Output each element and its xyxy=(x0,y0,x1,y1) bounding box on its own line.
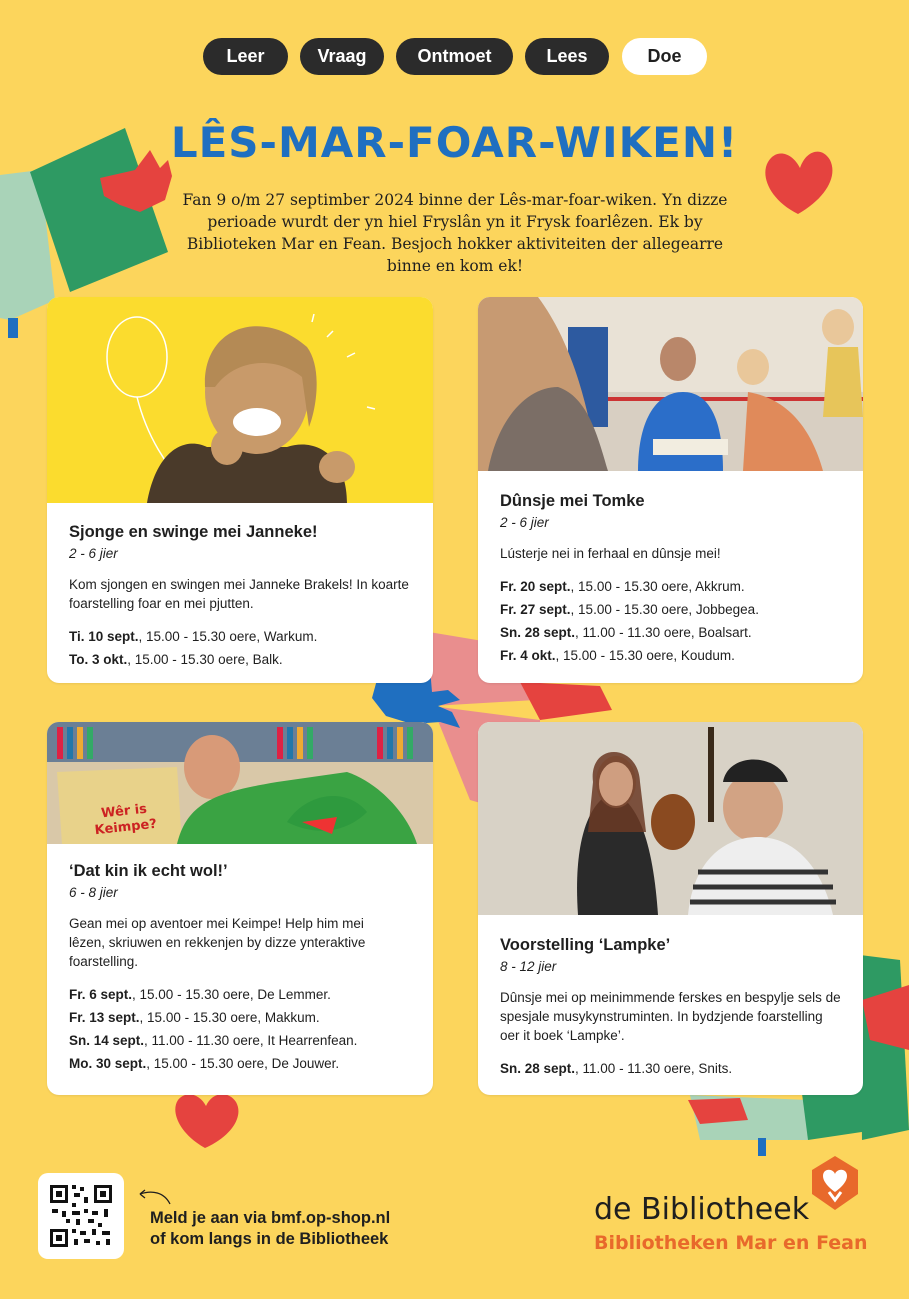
signup-line-2: of kom langs in de Bibliotheek xyxy=(150,1230,389,1248)
brand-subtitle: Bibliotheken Mar en Fean xyxy=(594,1232,868,1254)
event-date: Fr. 20 sept., 15.00 - 15.30 oere, Akkrum. xyxy=(500,579,745,594)
card-description: Gean mei op aventoer mei Keimpe! Help him mei lêzen, skriuwen en rekkenjen by dizze ynteraktive foarstelling. xyxy=(69,916,366,969)
nav-pill-lees[interactable]: Lees xyxy=(525,38,609,75)
card-age: 6 - 8 jier xyxy=(69,885,118,900)
card-title: Voorstelling ‘Lampke’ xyxy=(500,936,671,954)
event-date: Sn. 14 sept., 11.00 - 11.30 oere, It Hearrenfean. xyxy=(69,1033,358,1048)
card-title: Sjonge en swinge mei Janneke! xyxy=(69,523,318,541)
card-age: 2 - 6 jier xyxy=(500,515,549,530)
bibliotheek-logo-icon xyxy=(808,1154,862,1212)
card-title: Dûnsje mei Tomke xyxy=(500,492,645,510)
event-date: Fr. 13 sept., 15.00 - 15.30 oere, Makkum. xyxy=(69,1010,320,1025)
brand-name: de Bibliotheek xyxy=(594,1192,810,1227)
event-date: To. 3 okt., 15.00 - 15.30 oere, Balk. xyxy=(69,652,283,667)
nav-pill-vraag[interactable]: Vraag xyxy=(300,38,384,75)
card-age: 8 - 12 jier xyxy=(500,959,557,974)
event-date: Sn. 28 sept., 11.00 - 11.30 oere, Snits. xyxy=(500,1061,733,1076)
card-description: Lústerje nei in ferhaal en dûnsje mei! xyxy=(500,546,721,561)
qr-code-pattern xyxy=(38,1173,124,1259)
signup-line-1: Meld je aan via bmf.op-shop.nl xyxy=(150,1209,391,1227)
event-date: Ti. 10 sept., 15.00 - 15.30 oere, Warkum. xyxy=(69,629,318,644)
arrow-icon xyxy=(134,1186,174,1208)
event-date: Fr. 27 sept., 15.00 - 15.30 oere, Jobbegea. xyxy=(500,602,759,617)
card-description: Dûnsje mei op meinimmende ferskes en bespylje sels de spesjale musykynstruminten. In bydzjende foarstelling oer it boek ‘Lampke’. xyxy=(500,990,841,1043)
card-title: ‘Dat kin ik echt wol!’ xyxy=(69,862,228,880)
event-card-lampke xyxy=(478,722,863,1095)
card-age: 2 - 6 jier xyxy=(69,546,118,561)
event-card-keimpe xyxy=(47,722,433,1095)
topic-navigation xyxy=(0,38,909,76)
card-body xyxy=(69,523,415,673)
qr-code[interactable] xyxy=(38,1173,124,1259)
card-description: Kom sjongen en swingen mei Janneke Brakels! In koarte foarstelling foar en mei pjutten. xyxy=(69,577,409,611)
event-date: Fr. 4 okt., 15.00 - 15.30 oere, Koudum. xyxy=(500,648,735,663)
card-body xyxy=(69,862,415,1077)
photo-tomke xyxy=(478,297,863,471)
event-card-tomke xyxy=(478,297,863,683)
nav-pill-doe[interactable]: Doe xyxy=(622,38,707,75)
photo-janneke xyxy=(47,297,433,503)
page-title: LÊS-MAR-FOAR-WIKEN! xyxy=(170,118,739,167)
photo-lampke xyxy=(478,722,863,915)
book-cover-title: Wêr is Keimpe? xyxy=(93,801,158,839)
event-date: Sn. 28 sept., 11.00 - 11.30 oere, Boalsart. xyxy=(500,625,752,640)
card-body xyxy=(500,936,845,1082)
event-date: Mo. 30 sept., 15.00 - 15.30 oere, De Jouwer. xyxy=(69,1056,340,1071)
card-body xyxy=(500,492,845,669)
nav-pill-leer[interactable]: Leer xyxy=(203,38,288,75)
intro-text: Fan 9 o/m 27 septimber 2024 binne der Lês-mar-foar-wiken. Yn dizze perioade wurdt der yn hiel Fryslân yn it Frysk foarlêzen. Ek by Biblioteken Mar en Fean. Besjoch hokker aktiviteiten der allegearre binne en kom ek! xyxy=(182,191,728,275)
signup-text xyxy=(150,1208,390,1250)
event-date: Fr. 6 sept., 15.00 - 15.30 oere, De Lemmer. xyxy=(69,987,331,1002)
nav-pill-ontmoet[interactable]: Ontmoet xyxy=(396,38,513,75)
heart-bottom-left xyxy=(175,1094,238,1148)
event-card-janneke xyxy=(47,297,433,683)
